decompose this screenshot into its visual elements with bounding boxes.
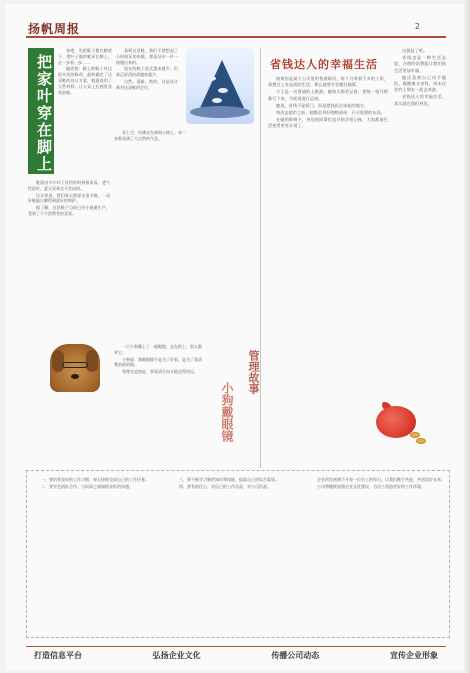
paragraph: 二、要学会团队合作，与同事之间保持良好的沟通。 — [41, 483, 133, 489]
money-article-col2 — [394, 48, 446, 398]
page-edge-shadow — [464, 0, 470, 673]
paragraph: 省钱也是一种生活态度，合理的消费能让我们的生活更加幸福。 — [394, 55, 446, 73]
newspaper-page — [6, 4, 464, 670]
paragraph: 公司将继续加强企业文化建设，为员工创造更好的工作环境。 — [317, 483, 425, 489]
left-article-body — [28, 180, 110, 340]
paragraph: 管理也是如此，要看清方向才能走得更远。 — [122, 369, 198, 375]
left-article-col1 — [58, 48, 112, 174]
footer-rule — [26, 646, 446, 647]
paragraph: 在她的影响下，身边的同事们也开始学着记账，大家都说生活变得更有计划了。 — [268, 117, 388, 129]
piggy-bank-image — [370, 398, 426, 446]
bottom-col1 — [33, 477, 163, 633]
paragraph: 一只小狗戴上了一副眼镜，走在街上，别人都笑它。 — [114, 344, 202, 355]
money-article-title: 省钱达人的幸福生活 — [270, 58, 378, 71]
bottom-article-box — [26, 470, 450, 638]
paragraph: 穿上它，仿佛走在林间小路上，每一步都充满了大自然的气息。 — [114, 130, 186, 141]
paragraph: 鞋面由多片叶子状的材料拼接而成，透气性很好，夏天穿着也不会闷热。 — [28, 180, 110, 191]
masthead: 扬帆周报 — [28, 22, 81, 36]
paragraph: 来吧，先把鞋子摆在脚底下，把叶子做的鞋穿在脚上，走一步看一步…… — [58, 48, 112, 65]
management-article-subtitle: 小狗戴眼镜 — [220, 382, 234, 442]
paragraph: 看到这双鞋，我们不禁想起了小时候穿的布鞋，那是母亲一针一线缝出来的。 — [116, 48, 178, 65]
paragraph: 设计师说，我们每天都要走很多路，一双好鞋能让脚得到最好的呵护。 — [28, 192, 110, 204]
left-article-title: 把家叶穿在脚上 — [28, 48, 54, 174]
paragraph: 据了解，这款鞋子目前已经小批量生产，受到了不少消费者的喜爱。 — [28, 205, 110, 216]
paragraph: 四、要有责任心，对自己的工作负责，对公司负责。 — [179, 483, 271, 489]
management-article-body — [114, 344, 202, 464]
paragraph: 她还喜欢自己动手做饭，既健康又省钱，周末还会约上朋友一起去郊游。 — [394, 74, 446, 93]
bottom-col2 — [171, 477, 301, 633]
left-article-body2 — [114, 130, 186, 340]
paragraph: 三、要不断学习新的知识和技能，提高自己的综合素质。 — [179, 477, 279, 482]
paper-tree-image — [186, 48, 254, 124]
paragraph: 如果你是某个公司里的普通职员，每个月拿着不多的工资，却想过上有品质的生活，那么就要学会精打细算。 — [268, 76, 388, 88]
paragraph: 每次去超市之前，她都会列好购物清单，只买需要的东西。 — [276, 110, 385, 116]
column-divider — [260, 48, 261, 468]
paragraph: 小狗说，我戴眼镜不是为了好看，是为了看清楚前面的路。 — [114, 356, 202, 368]
header-rule — [26, 36, 446, 38]
paragraph: 企业的发展离不开每一位员工的努力，让我们携手共进，共创美好未来。 — [317, 477, 445, 482]
paragraph: 她说，省钱不是抠门，而是把钱花在该花的地方。 — [276, 102, 369, 108]
paragraph: 这就是了吧。 — [402, 48, 428, 53]
paragraph: 现在的鞋子款式越来越多，但真正舒适的却越来越少。 — [116, 66, 178, 78]
footer-slogan: 宣传企业形象 — [389, 651, 438, 660]
footer-slogan: 传播公司动态 — [271, 651, 320, 660]
management-article-title: 管理故事 — [247, 350, 260, 394]
paragraph: 一、要培养良好的工作习惯，每天按时完成自己的工作任务。 — [41, 477, 149, 482]
footer-slogans — [26, 650, 446, 661]
paragraph: 小王是一名普通的上班族，她每天都会记账，把每一笔开销都写下来，月底再进行总结。 — [268, 89, 388, 101]
page-number: 2 — [414, 22, 420, 31]
paragraph: 编者按：脚上的鞋子经过很多次的修改，最终确定了这双鞋的设计方案，鞋面选用了天然材料，让人穿上后感觉非常舒服。 — [58, 66, 112, 95]
paragraph: 省钱达人的幸福生活，其实就在我们身边。 — [394, 94, 446, 106]
dog-with-glasses-image — [50, 344, 100, 392]
footer-slogan: 弘扬企业文化 — [152, 651, 201, 660]
paragraph: 自然、清新、简约，这是设计师对这双鞋的定位。 — [116, 78, 178, 90]
footer-slogan: 打造信息平台 — [34, 651, 82, 660]
bottom-col3 — [309, 477, 445, 633]
